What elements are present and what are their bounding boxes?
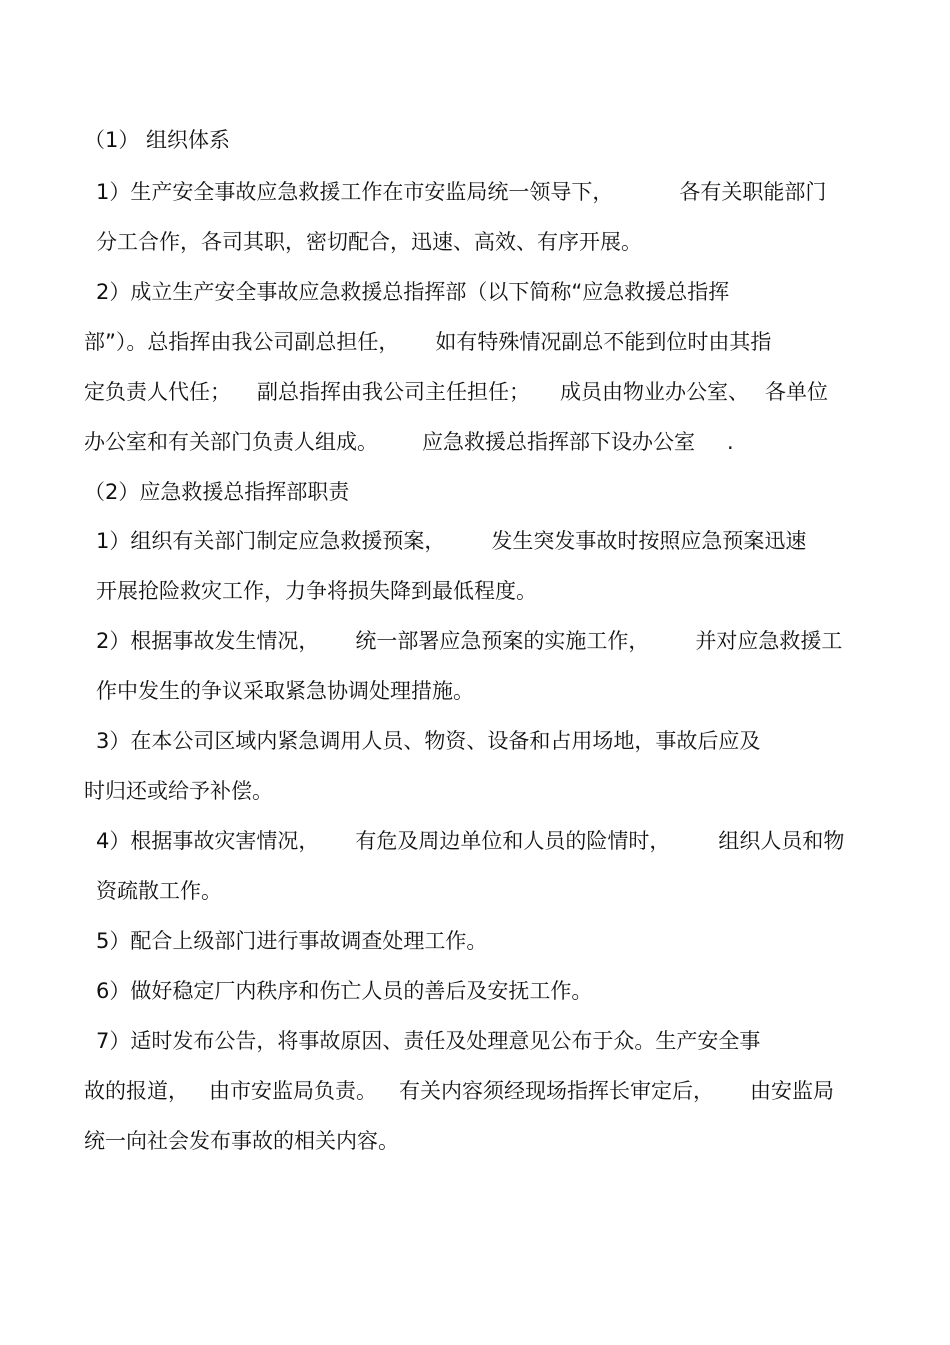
- paragraph-line: [96, 277, 729, 307]
- text-segment: 作中发生的争议采取紧急协调处理措施。: [96, 679, 474, 703]
- paragraph-line: [84, 1076, 834, 1106]
- text-segment: 副总指挥由我公司主任担任；: [257, 380, 530, 404]
- text-segment: 有危及周边单位和人员的险情时，: [355, 829, 671, 853]
- paragraph-line: [84, 427, 734, 457]
- text-segment: 定负责人代任；: [84, 380, 231, 404]
- text-segment: 部”）。总指挥由我公司副总担任，: [84, 330, 400, 354]
- section-heading-organization: [84, 125, 230, 155]
- text-segment: 如有特殊情况副总不能到位时由其指: [435, 330, 772, 354]
- text-segment: 资疏散工作。: [96, 879, 222, 903]
- section-heading-duties: [84, 477, 349, 507]
- paragraph-line: [96, 626, 842, 656]
- text-segment: 6）做好稳定厂内秩序和伤亡人员的善后及安抚工作。: [96, 979, 593, 1003]
- paragraph-line: [96, 726, 760, 756]
- paragraph-line: [96, 1026, 760, 1056]
- heading-text: （2）应急救援总指挥部职责: [84, 480, 350, 504]
- text-segment: 并对应急救援工: [695, 629, 843, 653]
- text-segment: 7）适时发布公告，将事故原因、责任及处理意见公布于众。生产安全事: [96, 1029, 761, 1053]
- heading-text: （1） 组织体系: [84, 128, 231, 152]
- text-segment: 2）根据事故发生情况，: [96, 629, 320, 653]
- text-segment: 4）根据事故灾害情况，: [96, 829, 320, 853]
- text-segment: 由安监局: [750, 1079, 834, 1103]
- text-segment: 应急救援总指挥部下设办公室: [422, 430, 695, 454]
- paragraph-line: [96, 177, 826, 207]
- text-segment: 1）生产安全事故应急救援工作在市安监局统一领导下，: [96, 180, 614, 204]
- text-segment: .: [727, 430, 734, 454]
- paragraph-line: [84, 1126, 399, 1156]
- text-segment: 3）在本公司区域内紧急调用人员、物资、设备和占用场地，事故后应及: [96, 729, 761, 753]
- text-segment: 各有关职能部门: [679, 180, 827, 204]
- text-segment: 由市安监局负责。: [209, 1079, 377, 1103]
- text-segment: 各单位: [765, 380, 828, 404]
- text-segment: 5）配合上级部门进行事故调查处理工作。: [96, 929, 488, 953]
- paragraph-line: [96, 926, 487, 956]
- text-segment: 成员由物业办公室、: [560, 380, 749, 404]
- text-segment: 办公室和有关部门负责人组成。: [84, 430, 378, 454]
- text-segment: 统一向社会发布事故的相关内容。: [84, 1129, 399, 1153]
- paragraph-line: [96, 526, 806, 556]
- text-segment: 分工合作，各司其职，密切配合，迅速、高效、有序开展。: [96, 230, 642, 254]
- paragraph-line: [96, 976, 592, 1006]
- text-segment: 故的报道，: [84, 1079, 189, 1103]
- paragraph-line: [84, 776, 273, 806]
- text-segment: 2）成立生产安全事故应急救援总指挥部（以下简称“应急救援总指挥: [96, 280, 730, 304]
- paragraph-line: [96, 227, 642, 257]
- paragraph-line: [84, 327, 771, 357]
- paragraph-line: [96, 576, 537, 606]
- text-segment: 有关内容须经现场指挥长审定后，: [399, 1079, 714, 1103]
- text-segment: 1）组织有关部门制定应急救援预案，: [96, 529, 446, 553]
- paragraph-line: [96, 826, 844, 856]
- paragraph-line: [96, 676, 474, 706]
- text-segment: 开展抢险救灾工作，力争将损失降到最低程度。: [96, 579, 537, 603]
- text-segment: 时归还或给予补偿。: [84, 779, 273, 803]
- text-segment: 组织人员和物: [718, 829, 845, 853]
- paragraph-line: [84, 377, 828, 407]
- text-segment: 统一部署应急预案的实施工作，: [355, 629, 650, 653]
- text-segment: 发生突发事故时按照应急预案迅速: [491, 529, 807, 553]
- paragraph-line: [96, 876, 222, 906]
